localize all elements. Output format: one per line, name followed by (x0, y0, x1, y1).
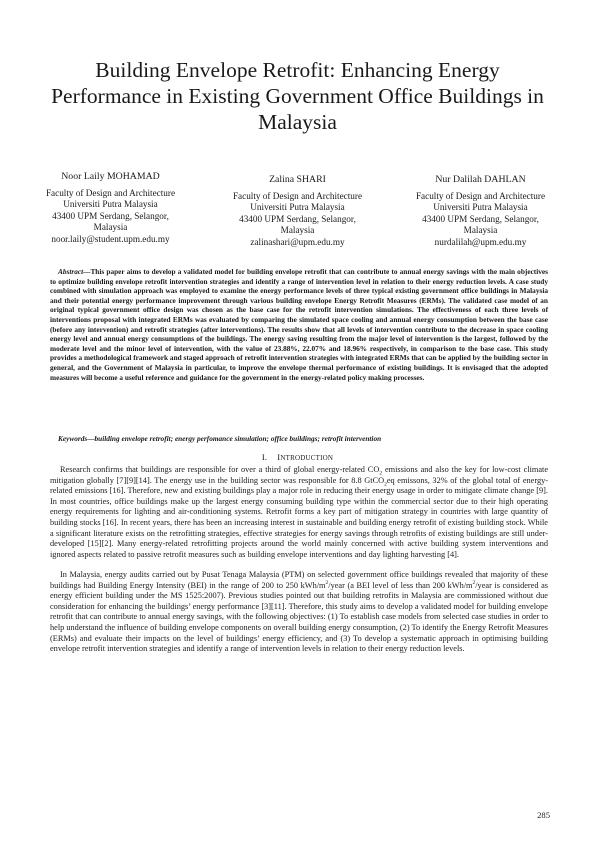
author-address: 43400 UPM Serdang, Selangor, (422, 213, 539, 224)
body-paragraph-1 (50, 465, 548, 560)
author-department: Faculty of Design and Architecture (232, 190, 363, 201)
paragraph-text: emissions and also the key for low-cost climate mitigation globally [7][9][14]. The energy use in the building sector was responsible for 8.8 GtCO (50, 465, 548, 485)
author-university: Universiti Putra Malaysia (250, 202, 345, 213)
subscript: 2 (384, 481, 387, 488)
author-name: Zalina SHARI (269, 174, 326, 185)
author-country: Malaysia (93, 222, 128, 233)
paragraph-text: eq emissons, 32% of the global total of energy-related emissions [16]. Therefore, new and existing buildings play a major role in reducing their energy usage in order to mitigate climate change [9]. In most countries, office buildings make up the largest energy consuming building type within the commercial sector due to their high operating energy requirements for lighting and air-conditioning systems. Retrofit forms a key part of mitigation strategy in countries with large quantity of building stocks [16]. In recent years, there has been an increasing interest in sustainable and building energy retrofit of existing building stock. While a significant literature exists on the retrofitting strategies, effective strategies for energy savings through retrofits of existing buildings are still under-developed [15][2]. Many energy-related retrofitting projects around the world mainly concerned with active building system interventions and ignored aspects related to passive retrofit measures such as building envelope interventions and day lighting harvesting [4]. (50, 475, 549, 559)
author-email: noor.laily@student.upm.edu.my (51, 233, 170, 244)
author-department: Faculty of Design and Architecture (415, 190, 546, 201)
subscript: 2 (379, 470, 383, 477)
author-block-3 (398, 174, 563, 249)
section-heading (40, 452, 555, 463)
author-department: Faculty of Design and Architecture (45, 187, 176, 198)
keywords: Keywords—building envelope retrofit; energy perfomance simulation; office buildings; retrofit intervention (58, 434, 382, 443)
superscript: 2 (472, 579, 476, 586)
abstract-label: Abstract (58, 267, 84, 276)
page-number: 285 (537, 810, 550, 820)
abstract-text: —This paper aims to develop a validated model for building envelope retrofit that can contribute to annual energy savings with the main objectives to optimize building envelope retrofit intervention strategies and identify a range of intervention level in relation to their energy reduction levels. A case study combined with simulation approach was employed to examine the energy performance levels of three typical existing government office buildings in Malaysia and their potential energy performance improvement through various building envelope Energy Retrofit Measures (ERMs). The validated case model of an original typical government office design was chosen as the base case for the retrofit intervention simulations. The effectiveness of each three levels of interventions proposal with integrated ERMs was evaluated by comparing the simulated space cooling and annual energy consumption between the base case (before any intervention) and retrofit strategies (after interventions). The results show that all levels of intervention contribute to the decrease in space cooling energy level and annual energy consumptions of the buildings. The energy saving resulting from the major level of intervention is the largest, followed by the moderate level and the minor level of intervention, with the value of 23.88%, 22.07% and 18.96% respectively, in comparison to the base case. This study provides a methodological framework and staged approach of retrofit intervention strategies with integrated ERMs that can be applied by the building sector in general, and the Government of Malaysia in particular, to improve the envelope thermal performance of existing buildings. It is envisaged that the adopted measures will become a useful reference and guidance for the government in the energy-related policy making processes. (50, 267, 548, 382)
author-university: Universiti Putra Malaysia (433, 202, 528, 213)
paragraph-text: Research confirms that buildings are responsible for over a third of global energy-related CO (60, 465, 380, 474)
abstract (50, 267, 548, 382)
author-block-2 (215, 174, 380, 249)
superscript: 2 (325, 579, 329, 586)
body-paragraph-2 (50, 570, 548, 655)
author-university: Universiti Putra Malaysia (63, 199, 158, 210)
author-email: nurdalilah@upm.edu.my (434, 236, 527, 247)
section-number: I. (261, 452, 268, 462)
paper-title: Building Envelope Retrofit: Enhancing Energy Performance in Existing Government Office Buildings in Malaysia (51, 58, 544, 134)
section-title-rest: NTRODUCTION (280, 454, 334, 462)
author-country: Malaysia (463, 225, 498, 236)
paragraph-text: /year (a BEI level of less than 200 kWh/m (328, 580, 473, 590)
paragraph-text: In Malaysia, energy audits carried out by Pusat Tenaga Malaysia (PTM) on selected government office buildings revealed that majority of these buildings had Building Energy Intensity (BEI) in the range of 200 to 250 kWh/m (50, 570, 548, 590)
author-block-1 (28, 171, 193, 246)
author-name: Nur Dalilah DAHLAN (435, 174, 526, 185)
author-country: Malaysia (280, 225, 315, 236)
author-email: zalinashari@upm.edu.my (250, 236, 345, 247)
section-title-initial: I (277, 452, 281, 462)
paragraph-text: /year is considered as energy efficient building under the MS 1525:2007). Previous studies pointed out that building retrofits in Malaysia are commissioned without due consideration for enhancing the buildings’ energy performance [3][11]. Therefore, this study aims to develop a validated model for building envelope retrofit that can contribute to annual energy savings, with the following objectives: (1) To establish case models from selected case studies in order to help understand the influence of building envelope components on overall building energy consumption, (2) To identify the Energy Retrofit Measures (ERMs) and evaluate their impacts on the level of buildings’ energy efficiency, and (3) To develop a systematic approach in optimising building envelope retrofit intervention strategies and identify a range of intervention levels in relation to their energy reduction levels. (50, 580, 548, 654)
author-address: 43400 UPM Serdang, Selangor, (52, 210, 169, 221)
author-address: 43400 UPM Serdang, Selangor, (239, 213, 356, 224)
author-name: Noor Laily MOHAMAD (61, 171, 160, 182)
